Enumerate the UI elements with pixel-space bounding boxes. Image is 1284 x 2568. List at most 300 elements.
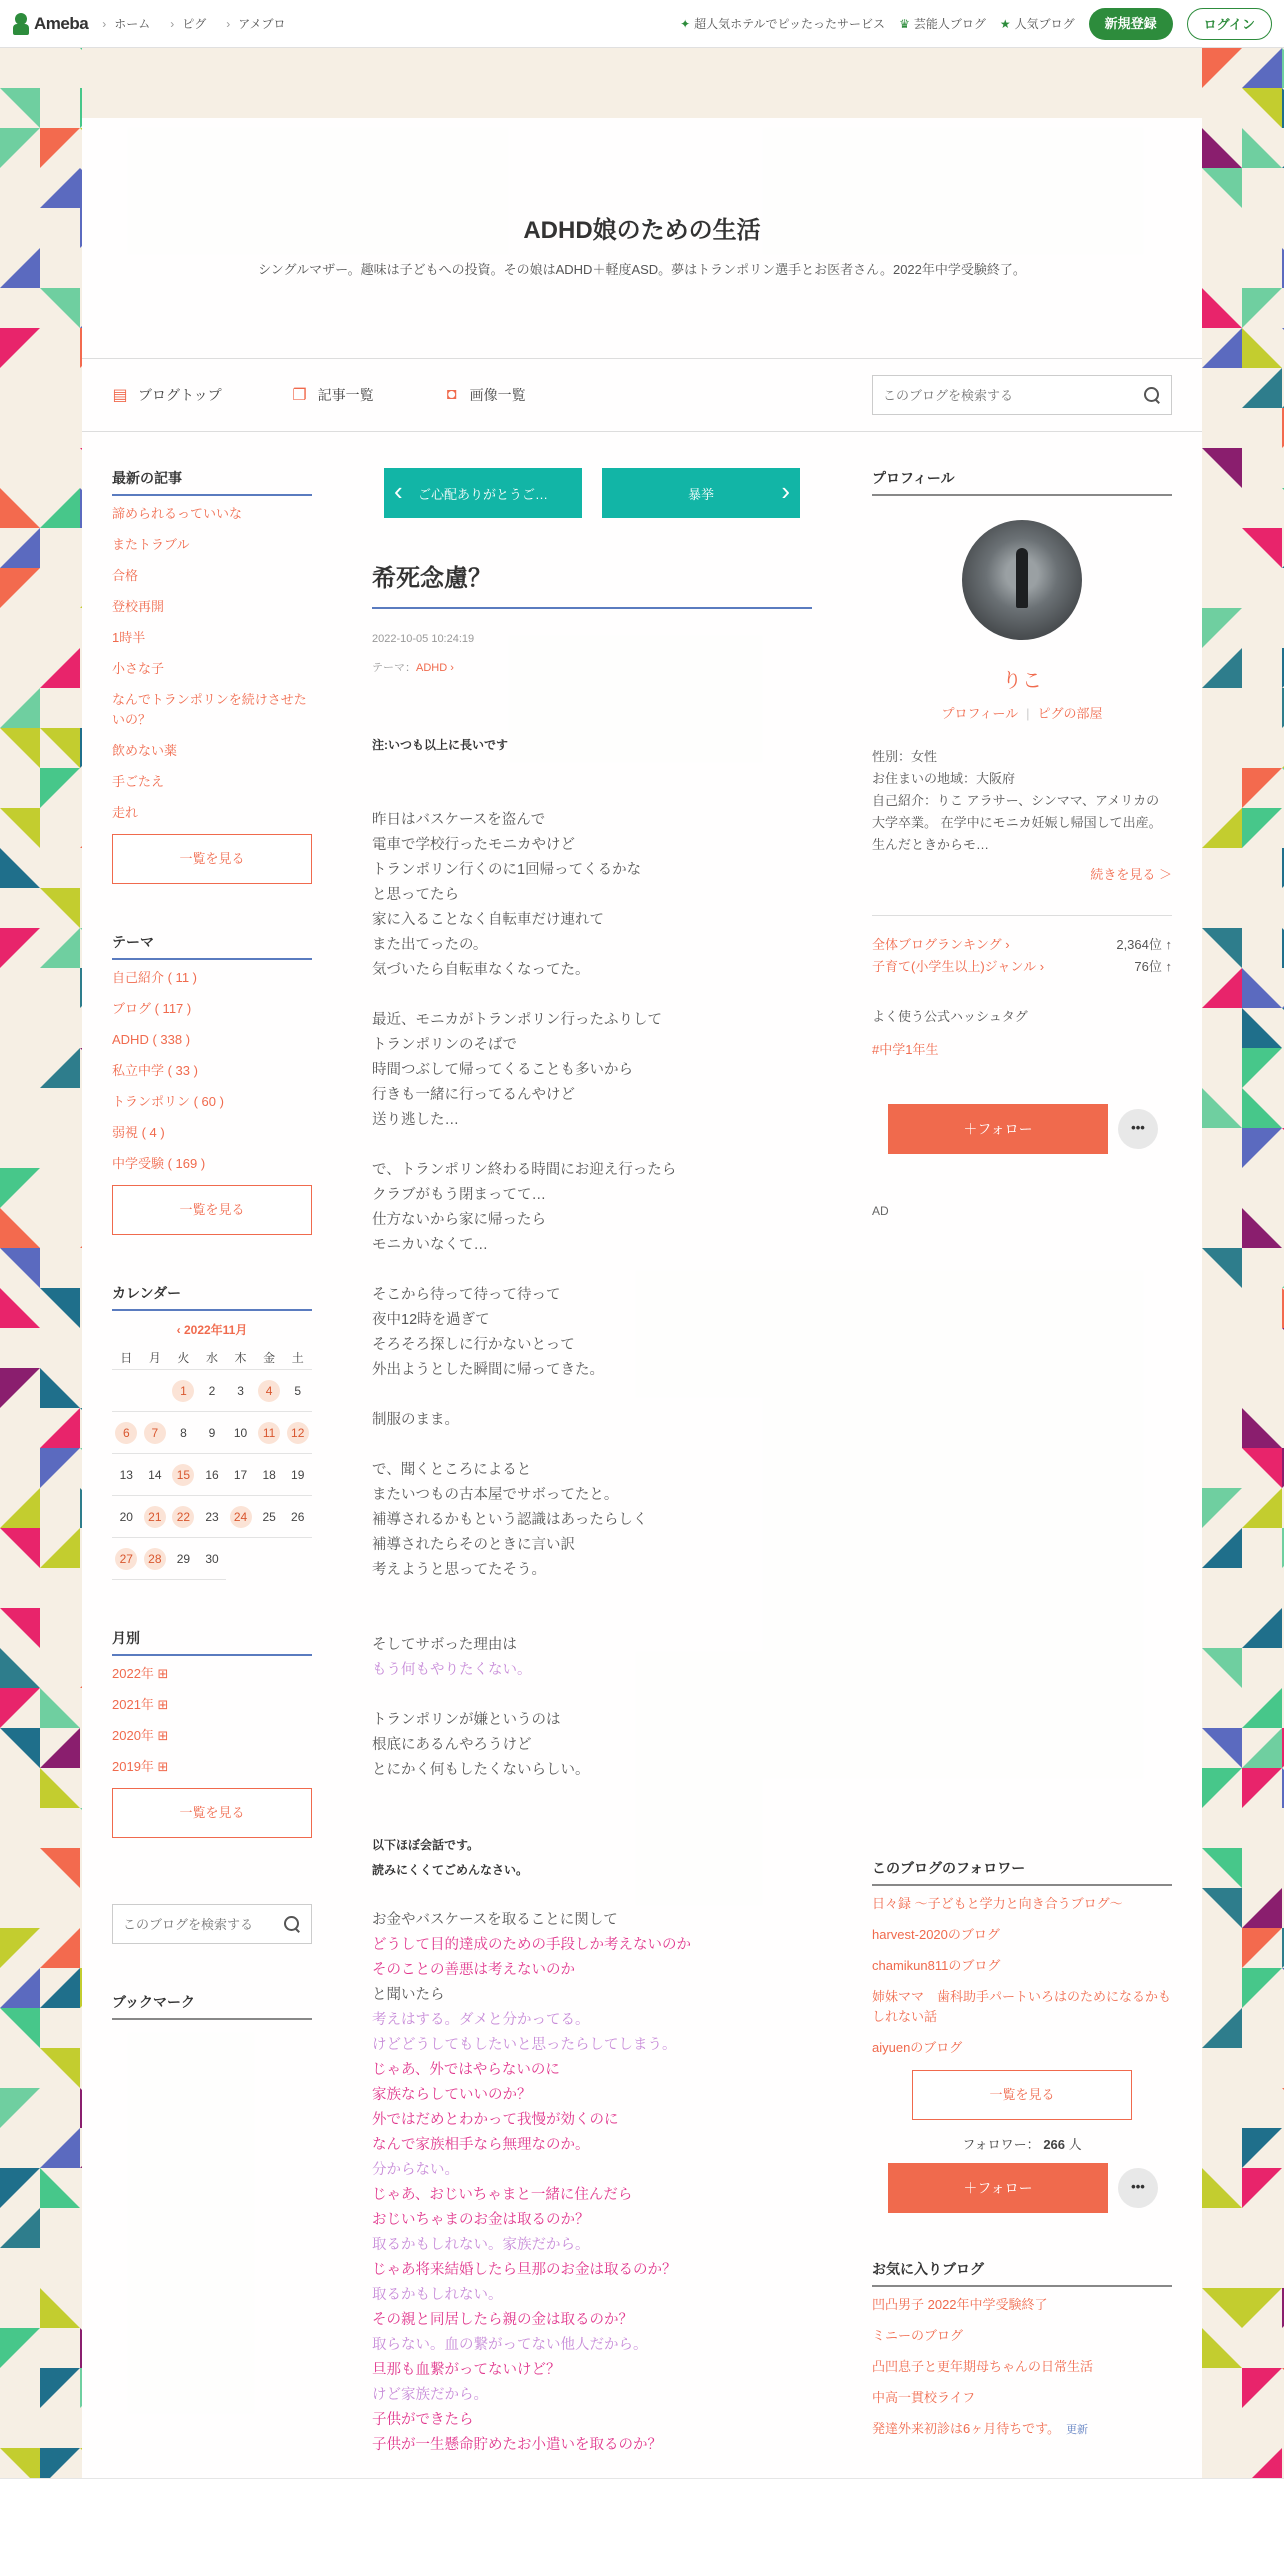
header-link-hotel[interactable]: [680, 15, 885, 32]
theme-link[interactable]: 中学受験 ( 169 ): [112, 1156, 206, 1171]
decorative-triangle: [1202, 1888, 1242, 1928]
prev-article-button[interactable]: ‹ ご心配ありがとうご…: [384, 468, 582, 518]
calendar-day: 29: [169, 1538, 198, 1580]
login-button[interactable]: ログイン: [1187, 8, 1272, 40]
followers-list: [872, 1894, 1172, 2058]
article-line: 最近、モニカがトランポリン行ったふりして: [372, 1012, 662, 1028]
decorative-triangle: [0, 1368, 40, 1408]
article-line: 仕方ないから家に帰ったら: [372, 1212, 546, 1228]
sparkle-icon: ✦: [680, 17, 691, 31]
decorative-triangle: [1202, 1088, 1242, 1128]
decorative-triangle: [1202, 1728, 1242, 1768]
profile-link[interactable]: プロフィール: [941, 706, 1019, 721]
blog-search-input[interactable]: [883, 388, 1143, 403]
article-pager: [384, 468, 800, 518]
article-line: 時間つぶして帰ってくることも多いから: [372, 1062, 633, 1078]
decorative-triangle: [40, 2368, 80, 2408]
decorative-pattern-right: [1202, 48, 1284, 2478]
follower-count-unit: 人: [1068, 2137, 1082, 2152]
article-line: またいつもの古本屋でサボってたと。: [372, 1487, 619, 1503]
decorative-triangle: [1202, 2328, 1242, 2368]
calendar-day: 3: [226, 1370, 255, 1412]
nav-article-list[interactable]: [292, 385, 374, 405]
profile-avatar[interactable]: [962, 520, 1082, 640]
decorative-triangle: [1242, 1688, 1282, 1728]
decorative-triangle: [1202, 1488, 1242, 1528]
rank-label: 全体ブログランキング: [872, 937, 1002, 952]
article-line: 外出ようとした瞬間に帰ってきた。: [372, 1362, 604, 1378]
calendar-dow: 火: [169, 1346, 198, 1370]
nav-label: 記事一覧: [317, 387, 374, 403]
calendar-day[interactable]: 24: [226, 1496, 255, 1538]
expand-icon[interactable]: ⊞: [157, 1697, 169, 1712]
calendar-dow: 土: [283, 1346, 312, 1370]
decorative-triangle: [1202, 1528, 1242, 1568]
decorative-triangle: [0, 1648, 40, 1688]
nav-home[interactable]: › ホーム: [102, 15, 150, 32]
profile-info: [872, 746, 1172, 856]
article-line: けど家族だから。: [372, 2387, 488, 2403]
followers-title: このブログのフォロワー: [872, 1858, 1172, 1886]
article-line: そしてサボった理由は: [372, 1637, 517, 1653]
ameba-header: [0, 0, 1284, 48]
calendar-dow: 水: [198, 1346, 227, 1370]
decorative-triangle: [1202, 128, 1242, 168]
decorative-triangle: [1242, 1768, 1282, 1808]
article-line: 家に入ることなく自転車だけ連れて: [372, 912, 604, 928]
decorative-triangle: [1242, 128, 1282, 168]
article-line: 電車で学校行ったモニカやけど: [372, 837, 575, 853]
decorative-triangle: [0, 1488, 40, 1528]
nav-blog-top[interactable]: [112, 385, 222, 405]
recent-article-link[interactable]: 飲めない薬: [112, 743, 178, 758]
recent-articles-title: 最新の記事: [112, 468, 312, 496]
theme-link[interactable]: トランポリン ( 60 ): [112, 1094, 224, 1109]
calendar-day[interactable]: 6: [112, 1412, 141, 1454]
page-bottom-bar: [0, 2478, 1284, 2568]
theme-link[interactable]: 自己紹介 ( 11 ): [112, 970, 197, 985]
decorative-triangle: [1242, 528, 1282, 568]
calendar-dow: 木: [226, 1346, 255, 1370]
calendar-day[interactable]: 11: [255, 1412, 284, 1454]
follower-link[interactable]: aiyuenのブログ: [872, 2040, 963, 2055]
article-line: 送り逃した…: [372, 1112, 459, 1128]
decorative-triangle: [1242, 368, 1282, 408]
decorative-triangle: [1242, 1608, 1282, 1648]
follower-count-value: 266: [1043, 2137, 1066, 2152]
hashtag-link[interactable]: #中学1年生: [872, 1042, 939, 1057]
star-icon: ★: [999, 17, 1011, 31]
decorative-triangle: [40, 768, 80, 808]
decorative-triangle: [40, 888, 80, 928]
decorative-triangle: [0, 1608, 40, 1648]
theme-link[interactable]: ADHD ( 338 ): [112, 1032, 191, 1047]
decorative-triangle: [1242, 968, 1282, 1008]
month-label: 2022年: [112, 1666, 154, 1681]
follow-button-bottom[interactable]: ＋フォロー: [888, 2163, 1108, 2213]
profile-area: お住まいの地域：大阪府: [872, 771, 1016, 786]
follow-row: [872, 1104, 1172, 1154]
decorative-triangle: [40, 1368, 80, 1408]
profile-intro: 自己紹介：りこ アラサー、シンママ、アメリカの大学卒業。 在学中にモニカ妊娠し帰国して出産。 生んだときからモ…: [872, 793, 1162, 852]
rank-row: [872, 956, 1172, 978]
nav-pigg[interactable]: › ピグ: [170, 15, 206, 32]
article-line: 家族ならしていいのか？: [372, 2087, 532, 2103]
follower-link[interactable]: chamikun811のブログ: [872, 1958, 1001, 1973]
article-line: 考えようと思ってたそう。: [372, 1562, 546, 1578]
decorative-triangle: [0, 328, 40, 368]
overall-rank-value: 2,364位 ↑: [1116, 937, 1172, 952]
decorative-triangle: [1242, 328, 1282, 368]
theme-more-button[interactable]: 一覧を見る: [112, 1185, 312, 1235]
decorative-triangle: [1202, 168, 1242, 208]
article-line: 取るかもしれない。家族だから。: [372, 2237, 590, 2253]
calendar-day[interactable]: 12: [283, 1412, 312, 1454]
calendar-day: 8: [169, 1412, 198, 1454]
blog-panel: [82, 118, 1202, 2478]
monthly-more-button[interactable]: 一覧を見る: [112, 1788, 312, 1838]
recent-article-link[interactable]: またトラブル: [112, 537, 190, 552]
calendar-day: 20: [112, 1496, 141, 1538]
calendar-day: 26: [283, 1496, 312, 1538]
article-line: 取るかもしれない。: [372, 2287, 503, 2303]
recent-article-link[interactable]: 諦められるっていいな: [112, 506, 243, 521]
copy-icon: ❐: [292, 387, 307, 404]
recent-article-link[interactable]: 1時半: [112, 630, 146, 645]
article-line: 取らない。血の繋がってない他人だから。: [372, 2337, 648, 2353]
profile-name[interactable]: りこ: [1002, 670, 1042, 692]
decorative-triangle: [0, 2088, 40, 2128]
article-line: 子供が一生懸命貯めたお小遣いを取るのか？: [372, 2437, 662, 2453]
decorative-triangle: [1242, 1728, 1282, 1768]
follower-count: [872, 2134, 1172, 2153]
nav-label: ブログトップ: [138, 387, 222, 403]
decorative-triangle: [40, 1528, 80, 1568]
article-line: トランポリンが嫌というのは: [372, 1712, 561, 1728]
decorative-triangle: [0, 1288, 40, 1328]
sidebar-search-input[interactable]: [123, 1917, 283, 1932]
article-line: 気づいたら自転車なくなってた。: [372, 962, 590, 978]
decorative-triangle: [40, 728, 80, 768]
favorite-blog-link[interactable]: 凸凹息子と更年期母ちゃんの日常生活: [872, 2359, 1094, 2374]
nav-ameblo[interactable]: › アメブロ: [226, 15, 285, 32]
decorative-triangle: [0, 528, 40, 568]
hashtag-title: よく使う公式ハッシュタグ: [872, 1009, 1028, 1024]
camera-icon: ◘: [446, 386, 457, 403]
article-line: 根底にあるんやろうけど: [372, 1737, 532, 1753]
calendar-empty-cell: [112, 1370, 141, 1412]
decorative-triangle: [40, 648, 80, 688]
decorative-triangle: [1202, 608, 1242, 648]
article-line: モニカいなくて…: [372, 1237, 488, 1253]
month-label: 2020年: [112, 1728, 154, 1743]
article-line: トランポリンのそばで: [372, 1037, 517, 1053]
blog-title[interactable]: ADHD娘のための生活: [523, 217, 761, 244]
pigg-room-link[interactable]: ピグの部屋: [1037, 706, 1103, 721]
article-line: どうして目的達成のための手段しか考えないのか: [372, 1937, 691, 1953]
calendar-day[interactable]: 21: [141, 1496, 170, 1538]
search-icon[interactable]: [1143, 386, 1161, 404]
calendar-title: カレンダー: [112, 1283, 312, 1311]
calendar-day[interactable]: 22: [169, 1496, 198, 1538]
article-line: で、トランポリン終わる時間にお迎え行ったら: [372, 1162, 677, 1178]
ameba-logo-text: Ameba: [34, 13, 89, 33]
article-line: 旦那も血繋がってないけど？: [372, 2362, 561, 2378]
decorative-triangle: [1242, 1928, 1282, 1968]
decorative-triangle: [1242, 48, 1282, 88]
article-title: 希死念慮？: [372, 558, 812, 609]
article-line: もう何もやりたくない。: [372, 1662, 532, 1678]
month-link[interactable]: [112, 1664, 312, 1684]
article-theme: [372, 659, 812, 675]
article-line: その親と同居したら親の金は取るのか？: [372, 2312, 633, 2328]
article-line: お金やバスケースを取ることに関して: [372, 1912, 618, 1928]
article-line: 行きも一緒に行ってるんやけど: [372, 1087, 575, 1103]
decorative-triangle: [0, 2448, 40, 2478]
decorative-triangle: [1202, 2168, 1242, 2208]
nav-image-list[interactable]: [444, 385, 526, 405]
decorative-triangle: [1202, 1848, 1242, 1888]
article-line: なんで家族相手なら無理なのか。: [372, 2137, 590, 2153]
profile-links: プロフィール | ピグの部屋: [941, 706, 1103, 721]
calendar-day: 13: [112, 1454, 141, 1496]
decorative-triangle: [1202, 328, 1242, 368]
decorative-triangle: [1242, 2168, 1282, 2208]
decorative-triangle: [40, 2448, 80, 2478]
decorative-triangle: [40, 1928, 80, 1968]
recent-article-link[interactable]: なんでトランポリンを続けさせたいの？: [112, 692, 307, 727]
header-link-popular[interactable]: [1000, 15, 1075, 32]
decorative-triangle: [40, 2288, 80, 2328]
decorative-triangle: [0, 928, 40, 968]
recent-article-link[interactable]: 登校再開: [112, 599, 165, 614]
recent-article-link[interactable]: 走れ: [112, 805, 139, 820]
decorative-triangle: [1242, 1488, 1282, 1528]
article-line: で、聞くところによると: [372, 1462, 532, 1478]
article-line: 補導されたらそのときに言い訳: [372, 1537, 575, 1553]
decorative-triangle: [0, 688, 40, 728]
month-link[interactable]: [112, 1695, 312, 1715]
decorative-triangle: [40, 1408, 80, 1448]
calendar-day: 10: [226, 1412, 255, 1454]
rank-label: 子育て(小学生以上)ジャンル: [872, 959, 1037, 974]
decorative-triangle: [40, 1448, 80, 1488]
favorite-blog-link[interactable]: 中高一貫校ライフ: [872, 2390, 976, 2405]
article-theme-link[interactable]: ADHD ›: [416, 662, 454, 674]
calendar-day[interactable]: 28: [141, 1538, 170, 1580]
register-button[interactable]: 新規登録: [1089, 8, 1173, 40]
calendar-month[interactable]: ‹ 2022年11月: [112, 1321, 312, 1338]
more-options-icon[interactable]: •••: [1118, 1109, 1158, 1149]
recent-articles-list: [112, 504, 312, 823]
blog-search-box: [872, 375, 1172, 415]
calendar-dow: 月: [141, 1346, 170, 1370]
calendar-day: 17: [226, 1454, 255, 1496]
month-link[interactable]: [112, 1757, 312, 1777]
article-line: じゃあ将来結婚したら旦那のお金は取るのか？: [372, 2262, 677, 2278]
favorite-blogs-list: [872, 2295, 1172, 2440]
decorative-triangle: [40, 1688, 80, 1728]
decorative-triangle: [0, 2008, 40, 2048]
decorative-triangle: [0, 1968, 40, 2008]
blog-description: シングルマザー。趣味は子どもへの投資。その娘はADHD＋軽度ASD。夢はトランポリン選手とお医者さん。2022年中学受験終了。: [258, 262, 1026, 277]
theme-link[interactable]: ブログ ( 117 ): [112, 1001, 192, 1016]
header-link-label: 芸能人ブログ: [913, 17, 986, 31]
decorative-triangle: [40, 2168, 80, 2208]
profile-read-more[interactable]: 続きを見る ＞: [1090, 867, 1172, 882]
follower-link[interactable]: harvest-2020のブログ: [872, 1927, 1000, 1942]
calendar-day: 18: [255, 1454, 284, 1496]
theme-name: ADHD: [416, 662, 448, 674]
blog-header: [82, 118, 1202, 358]
decorative-triangle: [1202, 1768, 1242, 1808]
decorative-triangle: [1202, 48, 1242, 88]
favorite-blog-label: 発達外来初診は6ヶ月待ちです。: [872, 2421, 1061, 2436]
decorative-triangle: [0, 2328, 40, 2368]
decorative-triangle: [1242, 2368, 1282, 2408]
article-line: トランポリン行くのに1回帰ってくるかな: [372, 862, 642, 878]
monthly-title: 月別: [112, 1628, 312, 1656]
favorite-blog-link[interactable]: ミニーのブログ: [872, 2328, 964, 2343]
article-line: 外ではだめとわかって我慢が効くのに: [372, 2112, 619, 2128]
decorative-triangle: [0, 1248, 40, 1288]
follow-row-bottom: [872, 2163, 1172, 2213]
decorative-triangle: [1242, 1208, 1282, 1248]
decorative-triangle: [0, 728, 40, 768]
decorative-triangle: [0, 1208, 40, 1248]
decorative-triangle: [40, 1968, 80, 2008]
decorative-triangle: [40, 928, 80, 968]
decorative-triangle: [40, 1848, 80, 1888]
article-line: 制服のまま。: [372, 1412, 459, 1428]
decorative-triangle: [0, 88, 40, 128]
decorative-triangle: [1202, 448, 1242, 488]
sidebar-search-box: [112, 1904, 312, 1944]
recent-more-button[interactable]: 一覧を見る: [112, 834, 312, 884]
decorative-triangle: [1242, 88, 1282, 128]
article-line: 考えはする。ダメと分かってる。: [372, 2012, 590, 2028]
calendar-day[interactable]: 1: [169, 1370, 198, 1412]
calendar-day[interactable]: 7: [141, 1412, 170, 1454]
decorative-triangle: [1242, 1008, 1282, 1048]
theme-title: テーマ: [112, 932, 312, 960]
ad-label: AD: [872, 1204, 889, 1218]
follower-link[interactable]: 姉妹ママ 歯科助手パートいろはのためになるかもしれない話: [872, 1989, 1172, 2024]
calendar-day[interactable]: 4: [255, 1370, 284, 1412]
decorative-triangle: [1242, 2128, 1282, 2168]
decorative-triangle: [1202, 2288, 1242, 2328]
decorative-triangle: [1242, 1408, 1282, 1448]
decorative-triangle: [0, 1168, 40, 1208]
recent-article-link[interactable]: 手ごたえ: [112, 774, 165, 789]
decorative-triangle: [40, 2128, 80, 2168]
expand-icon[interactable]: ⊞: [157, 1759, 169, 1774]
favorite-blog-link[interactable]: 凹凸男子 2022年中学受験終了: [872, 2297, 1048, 2312]
calendar-day: 19: [283, 1454, 312, 1496]
calendar-day: 2: [198, 1370, 227, 1412]
article-line: 子供ができたら: [372, 2412, 474, 2428]
article-line: そろそろ探しに行かないとって: [372, 1337, 575, 1353]
calendar-day: 14: [141, 1454, 170, 1496]
more-options-icon[interactable]: •••: [1118, 2168, 1158, 2208]
decorative-triangle: [1202, 2008, 1242, 2048]
decorative-triangle: [1242, 2448, 1282, 2478]
decorative-pattern-left: [0, 48, 82, 2478]
decorative-triangle: [40, 1768, 80, 1808]
decorative-triangle: [0, 808, 40, 848]
calendar-day[interactable]: 15: [169, 1454, 198, 1496]
ranking: [872, 915, 1172, 978]
overall-rank-link[interactable]: 全体ブログランキング ›: [872, 937, 1010, 952]
article-line: けどどうしてもしたいと思ったらしてしまう。: [372, 2037, 677, 2053]
follow-button[interactable]: ＋フォロー: [888, 1104, 1108, 1154]
calendar-day: 9: [198, 1412, 227, 1454]
updated-badge: 更新: [1066, 2424, 1089, 2436]
search-icon[interactable]: [283, 1915, 301, 1933]
theme-link[interactable]: 私立中学 ( 33 ): [112, 1063, 198, 1078]
article: [372, 468, 812, 2458]
calendar-day: 30: [198, 1538, 227, 1580]
blog-nav: [82, 358, 1202, 432]
decorative-triangle: [40, 1288, 80, 1328]
expand-icon[interactable]: ⊞: [157, 1728, 169, 1743]
decorative-triangle: [1242, 288, 1282, 328]
decorative-triangle: [40, 128, 80, 168]
document-icon: ▤: [112, 387, 128, 404]
calendar-dow: 日: [112, 1346, 141, 1370]
decorative-triangle: [0, 848, 40, 888]
article-line: クラブがもう閉まってて…: [372, 1187, 546, 1203]
decorative-triangle: [1202, 928, 1242, 968]
next-article-button[interactable]: 暴挙 ›: [602, 468, 800, 518]
header-nav: [102, 15, 285, 32]
article-body: [372, 733, 812, 2458]
follower-link[interactable]: 日々録 ～子どもと学力と向き合うブログ～: [872, 1896, 1123, 1911]
nav-label: 画像一覧: [469, 387, 526, 403]
decorative-triangle: [1202, 648, 1242, 688]
calendar-dow: 金: [255, 1346, 284, 1370]
decorative-triangle: [80, 48, 82, 88]
followers-more-button[interactable]: 一覧を見る: [912, 2070, 1132, 2120]
ameba-logo[interactable]: [12, 13, 88, 35]
decorative-triangle: [0, 1728, 40, 1768]
decorative-triangle: [1242, 1048, 1282, 1088]
genre-rank-link[interactable]: 子育て(小学生以上)ジャンル ›: [872, 959, 1045, 974]
theme-label: テーマ：: [372, 662, 416, 674]
decorative-triangle: [0, 2208, 40, 2248]
header-link-celebrity[interactable]: [899, 15, 986, 32]
decorative-triangle: [1202, 1248, 1242, 1288]
decorative-triangle: [0, 568, 40, 608]
article-line: そのことの善悪は考えないのか: [372, 1962, 575, 1978]
decorative-triangle: [0, 2168, 40, 2208]
monthly-list: [112, 1664, 312, 1777]
decorative-triangle: [1202, 288, 1242, 328]
decorative-triangle: [40, 1048, 80, 1088]
calendar-day: 5: [283, 1370, 312, 1412]
recent-article-link[interactable]: 合格: [112, 568, 139, 583]
recent-article-link[interactable]: 小さな子: [112, 661, 165, 676]
article-date: 2022-10-05 10:24:19: [372, 633, 475, 645]
expand-icon[interactable]: ⊞: [157, 1666, 169, 1681]
calendar-day[interactable]: 27: [112, 1538, 141, 1580]
decorative-triangle: [1242, 1888, 1282, 1928]
decorative-triangle: [40, 1728, 80, 1768]
month-link[interactable]: [112, 1726, 312, 1746]
favorite-blog-link[interactable]: [872, 2419, 1172, 2440]
theme-link[interactable]: 弱視 ( 4 ): [112, 1125, 165, 1140]
article-line: と思ってたら: [372, 887, 459, 903]
